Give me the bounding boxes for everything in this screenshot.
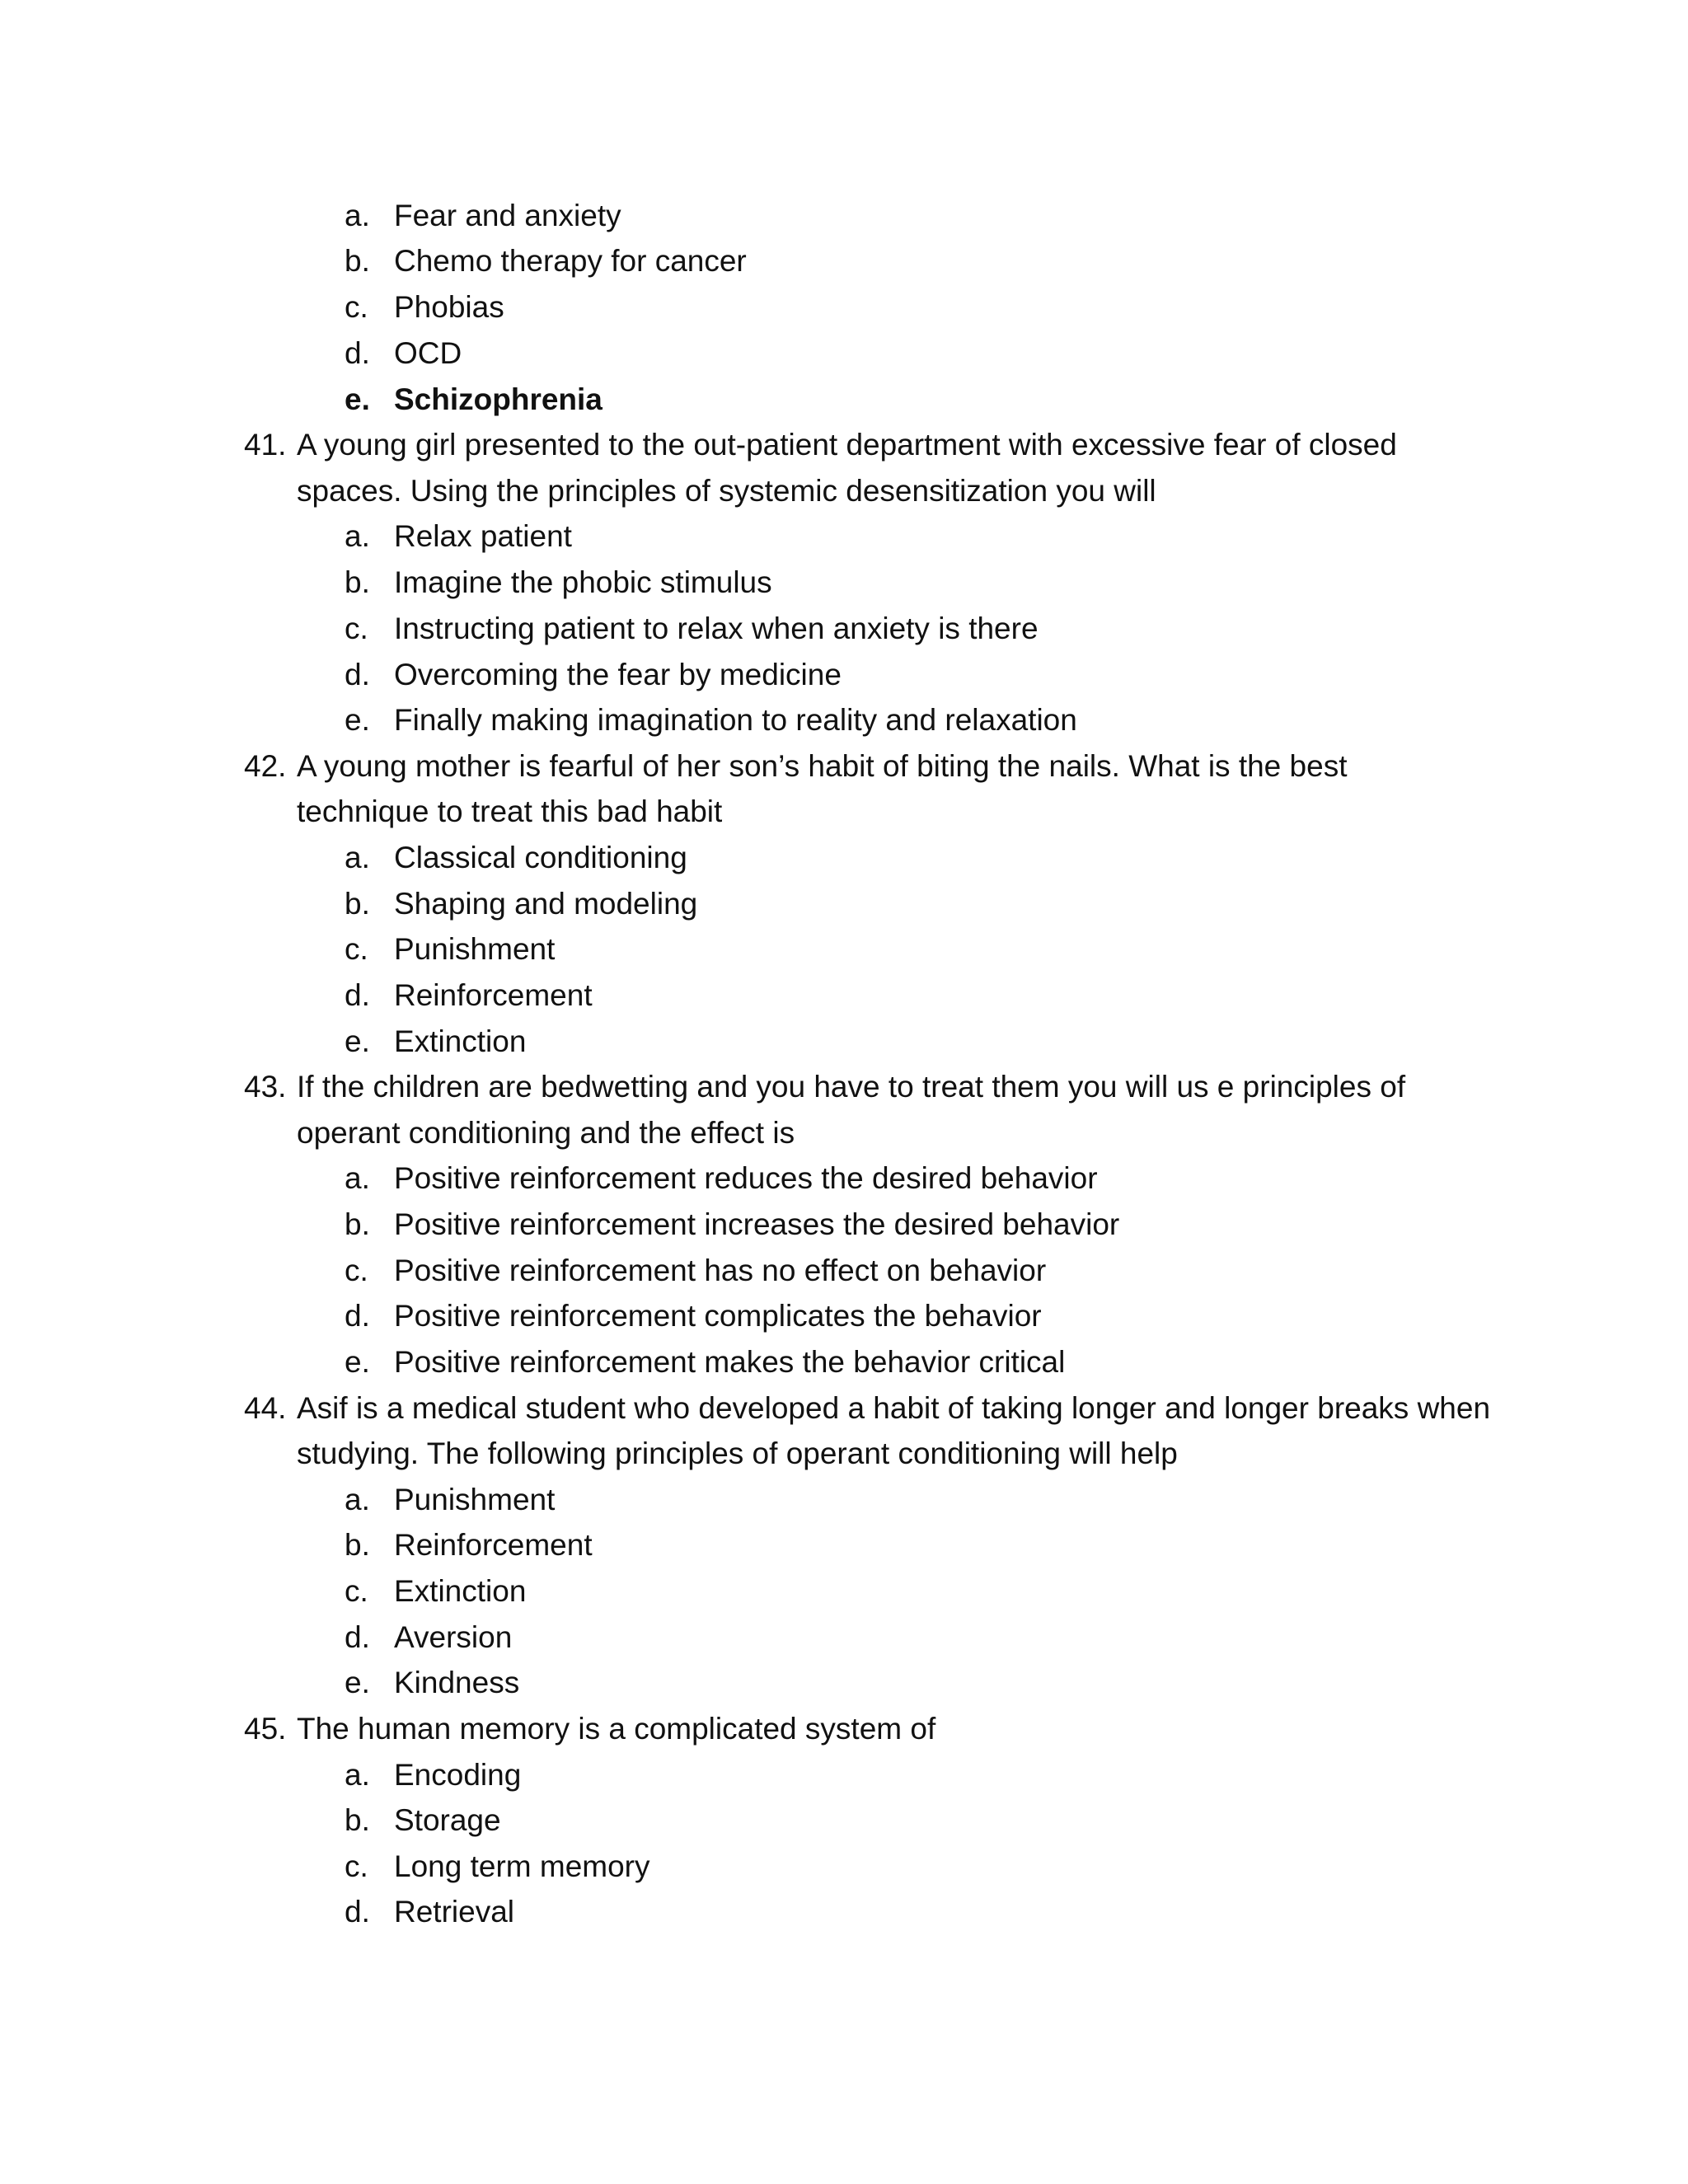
option-letter: a. xyxy=(345,199,370,232)
option-letter: c. xyxy=(345,612,368,645)
question-text: operant conditioning and the effect is xyxy=(297,1116,795,1150)
question-text: spaces. Using the principles of systemic desensitization you will xyxy=(297,474,1156,508)
question-text: The human memory is a complicated system of xyxy=(297,1712,936,1746)
option-letter: d. xyxy=(345,978,370,1012)
option-text: Overcoming the fear by medicine xyxy=(394,658,842,691)
option-letter: a. xyxy=(345,519,370,553)
option-letter: b. xyxy=(345,887,370,921)
question-text: A young mother is fearful of her son’s habit of biting the nails. What is the best xyxy=(297,749,1348,783)
option-text: Long term memory xyxy=(394,1849,650,1883)
option-text: Kindness xyxy=(394,1666,520,1699)
option-text: Phobias xyxy=(394,290,504,324)
option-text: Extinction xyxy=(394,1024,527,1058)
option-text: Encoding xyxy=(394,1758,522,1792)
option-letter: a. xyxy=(345,841,370,874)
option-letter: c. xyxy=(345,1254,368,1287)
option-letter: d. xyxy=(345,1299,370,1333)
question-text: Asif is a medical student who developed a habit of taking longer and longer breaks when xyxy=(297,1391,1491,1425)
question-number: 41. xyxy=(244,428,287,462)
option-letter: e. xyxy=(345,1666,370,1699)
option-letter: c. xyxy=(345,1574,368,1608)
question-number: 45. xyxy=(244,1712,287,1746)
option-text: Relax patient xyxy=(394,519,572,553)
option-text: Aversion xyxy=(394,1620,513,1654)
question-text: technique to treat this bad habit xyxy=(297,794,723,828)
option-letter: e. xyxy=(345,1024,370,1058)
question-text: If the children are bedwetting and you have to treat them you will us e principles of xyxy=(297,1070,1406,1104)
option-text: Extinction xyxy=(394,1574,527,1608)
option-letter: d. xyxy=(345,658,370,691)
option-letter: b. xyxy=(345,244,370,278)
option-text: Fear and anxiety xyxy=(394,199,621,232)
option-letter: b. xyxy=(345,1803,370,1837)
option-letter: c. xyxy=(345,1849,368,1883)
option-letter: b. xyxy=(345,1207,370,1241)
option-letter: c. xyxy=(345,290,368,324)
option-text: Positive reinforcement increases the desired behavior xyxy=(394,1207,1120,1241)
option-letter: a. xyxy=(345,1161,370,1195)
option-text: Punishment xyxy=(394,932,556,966)
option-letter: b. xyxy=(345,1528,370,1562)
option-letter: e. xyxy=(345,1345,370,1379)
option-text: Imagine the phobic stimulus xyxy=(394,565,772,599)
option-letter: d. xyxy=(345,336,370,370)
option-letter: b. xyxy=(345,565,370,599)
option-text: Storage xyxy=(394,1803,501,1837)
option-letter: d. xyxy=(345,1620,370,1654)
option-letter: c. xyxy=(345,932,368,966)
option-letter: e. xyxy=(345,382,370,416)
option-text: OCD xyxy=(394,336,462,370)
question-text: A young girl presented to the out-patient department with excessive fear of closed xyxy=(297,428,1397,462)
option-letter: e. xyxy=(345,703,370,737)
option-text: Retrieval xyxy=(394,1895,514,1929)
option-letter: a. xyxy=(345,1758,370,1792)
option-text: Positive reinforcement has no effect on behavior xyxy=(394,1254,1047,1287)
option-text: Classical conditioning xyxy=(394,841,687,874)
option-text: Schizophrenia xyxy=(394,382,603,416)
option-text: Positive reinforcement makes the behavior critical xyxy=(394,1345,1066,1379)
question-number: 43. xyxy=(244,1070,287,1104)
option-text: Shaping and modeling xyxy=(394,887,698,921)
option-text: Reinforcement xyxy=(394,1528,593,1562)
option-text: Finally making imagination to reality and relaxation xyxy=(394,703,1077,737)
option-text: Instructing patient to relax when anxiety is there xyxy=(394,612,1039,645)
option-text: Punishment xyxy=(394,1483,556,1516)
option-text: Chemo therapy for cancer xyxy=(394,244,747,278)
question-number: 42. xyxy=(244,749,287,783)
question-number: 44. xyxy=(244,1391,287,1425)
question-text: studying. The following principles of operant conditioning will help xyxy=(297,1436,1178,1470)
option-letter: d. xyxy=(345,1895,370,1929)
option-text: Positive reinforcement complicates the behavior xyxy=(394,1299,1042,1333)
option-letter: a. xyxy=(345,1483,370,1516)
option-text: Positive reinforcement reduces the desired behavior xyxy=(394,1161,1098,1195)
option-text: Reinforcement xyxy=(394,978,593,1012)
